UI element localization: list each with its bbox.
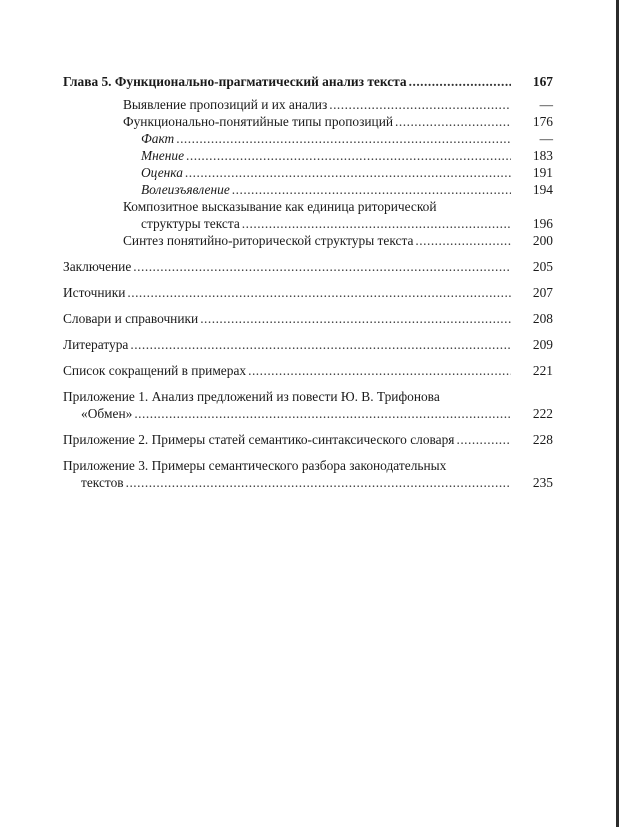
toc-entry-title-line2: «Обмен» xyxy=(81,406,133,421)
toc-entry-page: — xyxy=(539,131,553,146)
toc-entry-title: Синтез понятийно-риторической структуры текста xyxy=(123,233,414,248)
toc-entry-section xyxy=(63,198,553,232)
toc-entry-page: 200 xyxy=(532,233,553,248)
leader-dots xyxy=(200,310,511,327)
toc-entry-title: Приложение 2. Примеры статей семантико-синтаксического словаря xyxy=(63,432,455,447)
toc-entry-title: Заключение xyxy=(63,259,132,274)
leader-dots xyxy=(176,130,511,147)
toc-entry-page: 228 xyxy=(532,432,553,447)
toc-entry-title-line2: текстов xyxy=(81,475,124,490)
toc-entry-title: Волеизъявление xyxy=(141,182,230,197)
toc-entry-section xyxy=(63,113,553,130)
leader-dots xyxy=(415,232,511,249)
leader-dots xyxy=(329,96,511,113)
leader-dots xyxy=(242,215,511,232)
toc-entry-page: 235 xyxy=(532,475,553,490)
toc-entry-title: Словари и справочники xyxy=(63,311,199,326)
toc-entry-page: — xyxy=(539,97,553,112)
leader-dots xyxy=(232,181,511,198)
toc-entry-title-line1: Приложение 1. Анализ предложений из повести Ю. В. Трифонова xyxy=(63,389,440,404)
toc-entry-title: Функционально-понятийные типы пропозиций xyxy=(123,114,394,129)
toc-entry-title: Выявление пропозиций и их анализ xyxy=(123,97,328,112)
toc-entry-sources xyxy=(63,284,553,301)
toc-entry-subsection xyxy=(63,147,553,164)
toc-entry-appendix-2 xyxy=(63,431,553,448)
toc-entry-conclusion xyxy=(63,258,553,275)
toc-entry-page: 194 xyxy=(532,182,553,197)
toc-entry-page: 222 xyxy=(532,406,553,421)
toc-entry-page: 205 xyxy=(532,259,553,274)
toc-entry-page: 196 xyxy=(532,216,553,231)
toc-entry-title-line1: Приложение 3. Примеры семантического разбора законодательных xyxy=(63,458,447,473)
toc-entry-page: 183 xyxy=(532,148,553,163)
leader-dots xyxy=(186,147,511,164)
toc-entry-dictionaries xyxy=(63,310,553,327)
leader-dots xyxy=(133,258,511,275)
leader-dots xyxy=(134,405,511,422)
toc-entry-section xyxy=(63,232,553,249)
toc-entry-title-line1: Композитное высказывание как единица риторической xyxy=(123,199,437,214)
toc-entry-title: Глава 5. Функционально-прагматический анализ текста xyxy=(63,74,407,89)
toc-entry-title: Факт xyxy=(141,131,175,146)
toc-entry-title: Литература xyxy=(63,337,129,352)
toc-entry-title: Мнение xyxy=(141,148,185,163)
leader-dots xyxy=(395,113,511,130)
toc-entry-appendix-1 xyxy=(63,388,553,422)
leader-dots xyxy=(456,431,511,448)
toc-entry-title: Источники xyxy=(63,285,126,300)
leader-dots xyxy=(126,474,511,491)
table-of-contents xyxy=(63,73,553,491)
toc-entry-title: Список сокращений в примерах xyxy=(63,363,247,378)
toc-entry-page: 191 xyxy=(532,165,553,180)
toc-entry-subsection xyxy=(63,164,553,181)
toc-entry-literature xyxy=(63,336,553,353)
leader-dots xyxy=(409,73,511,90)
toc-entry-page: 209 xyxy=(532,337,553,352)
toc-entry-page: 207 xyxy=(532,285,553,300)
leader-dots xyxy=(248,362,511,379)
toc-entry-page: 176 xyxy=(532,114,553,129)
leader-dots xyxy=(130,336,511,353)
toc-entry-page: 221 xyxy=(532,363,553,378)
toc-entry-chapter5 xyxy=(63,73,553,90)
toc-entry-subsection xyxy=(63,130,553,147)
toc-entry-appendix-3 xyxy=(63,457,553,491)
leader-dots xyxy=(127,284,511,301)
leader-dots xyxy=(185,164,511,181)
toc-entry-page: 208 xyxy=(532,311,553,326)
toc-entry-page: 167 xyxy=(532,74,553,89)
toc-entry-abbreviations xyxy=(63,362,553,379)
toc-entry-subsection xyxy=(63,181,553,198)
toc-entry-title: Оценка xyxy=(141,165,183,180)
toc-entry-title-line2: структуры текста xyxy=(141,216,240,231)
toc-entry-section xyxy=(63,96,553,113)
